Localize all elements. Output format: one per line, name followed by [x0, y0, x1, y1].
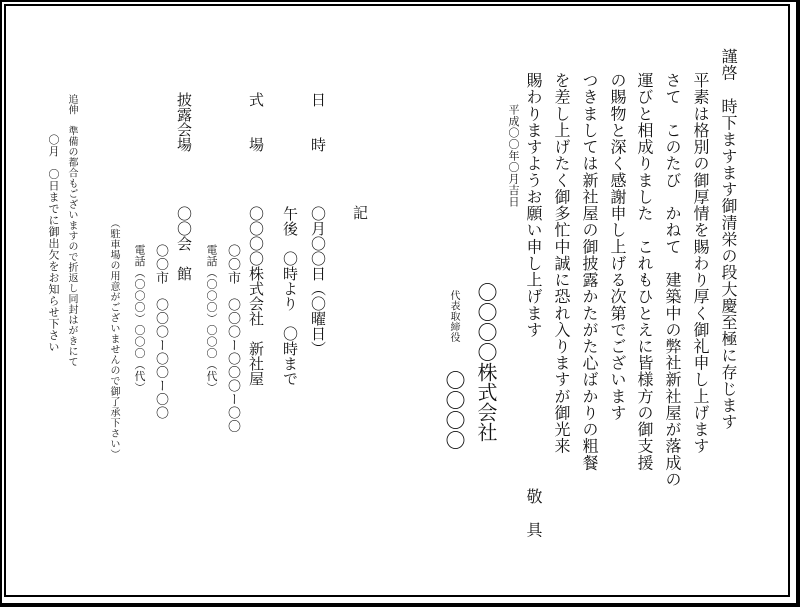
date-value: 〇月〇〇日（〇曜日）: [309, 206, 327, 356]
letter-date: 平成〇〇年〇月吉日: [507, 104, 520, 208]
reception-address: 〇〇市 〇〇〇ー〇〇ー〇〇: [153, 244, 168, 420]
letter-line-6: つきましては新社屋の御披露かたがた心ばかりの粗餐: [580, 72, 599, 471]
letter-line-7: を差し上げたく御多忙中誠に恐れ入りますが御光来: [552, 72, 571, 455]
company-name: 〇〇〇〇株式会社: [474, 282, 498, 442]
closing-keigu: 敬 具: [524, 488, 543, 538]
parking-note: （駐車場の用意がございませんので御了承下さい）: [108, 218, 119, 460]
time-value: 午後 〇時より 〇時まで: [281, 206, 299, 386]
venue-value: 〇〇〇〇株式会社 新社屋: [247, 206, 265, 386]
venue-label: 式 場: [247, 92, 265, 152]
letter-line-3: さて このたび かねて 建築中の弊社新社屋が落成の: [663, 72, 682, 488]
letter-line-1: 謹啓 時下ますます御清栄の段大慶至極に存じます: [719, 48, 738, 431]
venue-address: 〇〇市 〇〇〇ー〇〇〇ー〇〇: [225, 244, 240, 433]
letter-line-8: 賜わりますようお願い申し上げます: [524, 72, 543, 338]
letter-line-5: の賜物と深く感謝申し上げる次第でございます: [608, 72, 627, 422]
postscript-line-1: 追伸 準備の都合もございますので折返し同封はがきにて: [66, 94, 77, 367]
sender-name: 〇〇〇〇: [442, 370, 466, 450]
details-heading: 記: [351, 205, 369, 220]
reception-label: 披露会場: [175, 92, 193, 152]
reception-value: 〇〇会 館: [175, 206, 193, 281]
venue-phone: 電話（〇〇〇）〇〇〇（代）: [205, 244, 218, 394]
reception-phone: 電話（〇〇〇）〇〇〇（代）: [133, 244, 146, 394]
sender-title: 代表取締役: [448, 290, 459, 343]
date-label: 日 時: [309, 92, 327, 152]
sender-company: [476, 282, 496, 442]
letter-line-4: 運びと相成りました これもひとえに皆様方の御支援: [635, 72, 654, 471]
letter-line-2: 平素は格別の御厚情を賜わり厚く御礼申し上げます: [691, 72, 710, 455]
postscript-line-2: 〇月 〇日までに御出欠をお知らせ下さい: [47, 134, 60, 353]
